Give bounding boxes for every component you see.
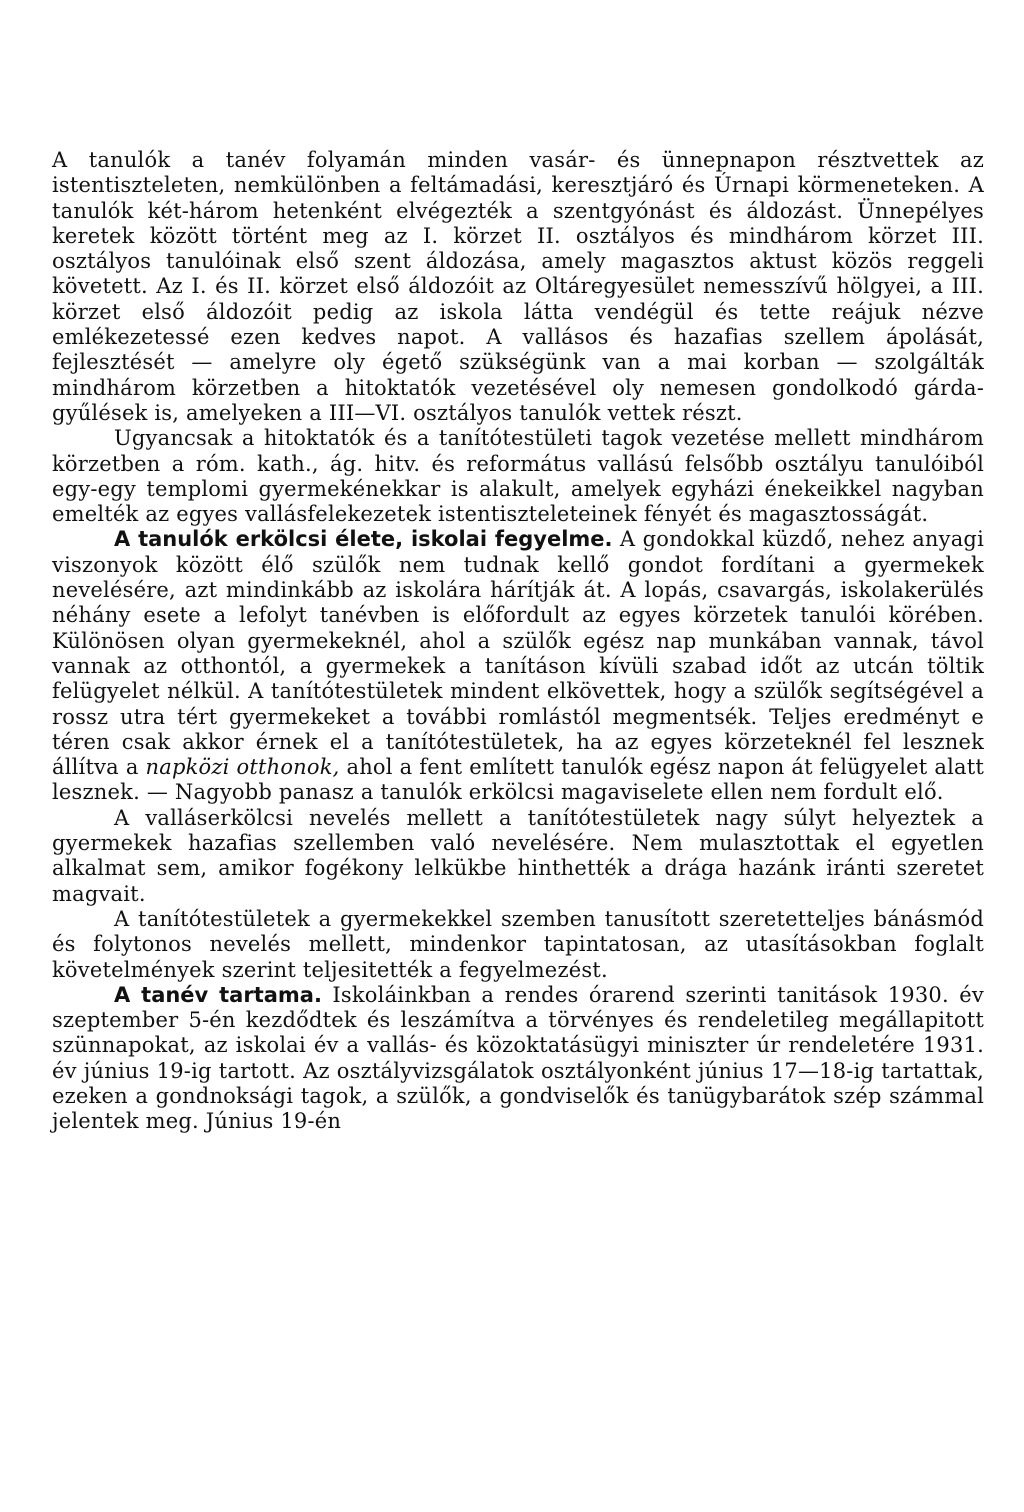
paragraph-text: Iskoláinkban a rendes órarend szerinti tanitások 1930. év szeptember 5-én kezdődtek és leszámítva a törvényes és rendeletileg megállapitott szünnapokat, az iskolai év a vallás- és közoktatásügyi miniszter úr rendeletére 1931. év június 19-ig tartott. Az osztályvizsgálatok osztályonként június 17—18-ig tartattak, ezeken a gondnoksági tagok, a szülők, a gondviselők és tanügybarátok szép számmal jelentek meg. Június 19-én bbox=[52, 982, 984, 1134]
paragraph-moral-life bbox=[52, 527, 984, 805]
paragraph-discipline bbox=[52, 907, 984, 983]
italic-term: napközi otthonok, bbox=[145, 755, 340, 780]
paragraph-text: A valláserkölcsi nevelés mellett a tanítótestületek nagy súlyt helyeztek a gyermekek hazafias szellemben való nevelésére. Nem mulasztottak el egyetlen alkalmat sem, amikor fogékony lelkükbe hinthették a drága hazánk iránti szeretet magvait. bbox=[52, 805, 984, 906]
paragraph-patriotic-education bbox=[52, 806, 984, 907]
paragraph-religious-life bbox=[52, 148, 984, 426]
paragraph-text: ahol a fent említett tanulók egész napon át felügyelet alatt lesznek. — Nagyobb panasz a tanulók erkölcsi magaviselete ellen nem fordult elő. bbox=[52, 755, 984, 805]
paragraph-text: A tanulók a tanév folyamán minden vasár- és ünnepnapon résztvettek az istentiszteleten, nemkülönben a feltámadási, keresztjáró és Úrnapi körmeneteken. A tanulók két-három hetenként elvégezték a szentgyónást és áldozást. Ünnepélyes keretek között történt meg az I. körzet II. osztályos és mindhárom körzet III. osztályos tanulóinak első szent áldozása, amely magasztos aktust közös reggeli követett. Az I. és II. körzet első áldozóit az Oltáregyesület nemesszívű hölgyei, a III. körzet első áldozóit pedig az iskola látta vendégül és tette reájuk nézve emlékezetessé ezen kedves napot. A vallásos és hazafias szellem ápolását, fejlesztését — amelyre oly égető szükségünk van a mai korban — szolgálták mindhárom körzetben a hitoktatók vezetésével oly nemesen gondolkodó gárda-gyűlések is, amelyeken a III—VI. osztályos tanulók vettek részt. bbox=[52, 148, 984, 425]
document-page bbox=[40, 0, 1002, 1512]
paragraph-text: A gondokkal küzdő, nehez anyagi viszonyok között élő szülők nem tudnak kellő gondot fordítani a gyermekek nevelésére, azt mindinkább az iskolára hárítják át. A lopás, csavargás, iskolakerülés néhány esete a lefolyt tanévben is előfordult az egyes körzetek tanulói körében. Különösen olyan gyermekeknél, ahol a szülők egész nap munkában vannak, távol vannak az otthontól, a gyermekek a tanításon kívüli szabad időt az utcán töltik felügyelet nélkül. A tanítótestületek mindent elkövettek, hogy a szülők segítségével a rossz utra tért gyermekeket a további romlástól megmentsék. Teljes eredményt e téren csak akkor érnek el a tanítótestületek, ha az egyes körzeteknél fel lesznek állítva a bbox=[52, 527, 984, 780]
paragraph-text: A tanítótestületek a gyermekekkel szemben tanusított szeretetteljes bánásmód és folytonos nevelés mellett, mindenkor tapintatosan, az utasításokban foglalt követelmények szerint teljesitették a fegyelmezést. bbox=[52, 906, 984, 982]
paragraph-text: Ugyancsak a hitoktatók és a tanítótestületi tagok vezetése mellett mindhárom körzetben a róm. kath., ág. hitv. és református vallású felsőbb osztályu tanulóiból egy-egy templomi gyermekénekkar is alakult, amelyek egyházi énekeikkel nagyban emelték az egyes vallásfelekezetek istentiszteleteinek fényét és magasztosságát. bbox=[52, 426, 984, 527]
section-heading-moral-life: A tanulók erkölcsi élete, iskolai fegyelme. bbox=[114, 527, 613, 552]
section-heading-school-year: A tanév tartama. bbox=[114, 982, 322, 1007]
paragraph-school-year-duration bbox=[52, 983, 984, 1135]
body-text bbox=[52, 148, 984, 1135]
paragraph-choirs bbox=[52, 426, 984, 527]
